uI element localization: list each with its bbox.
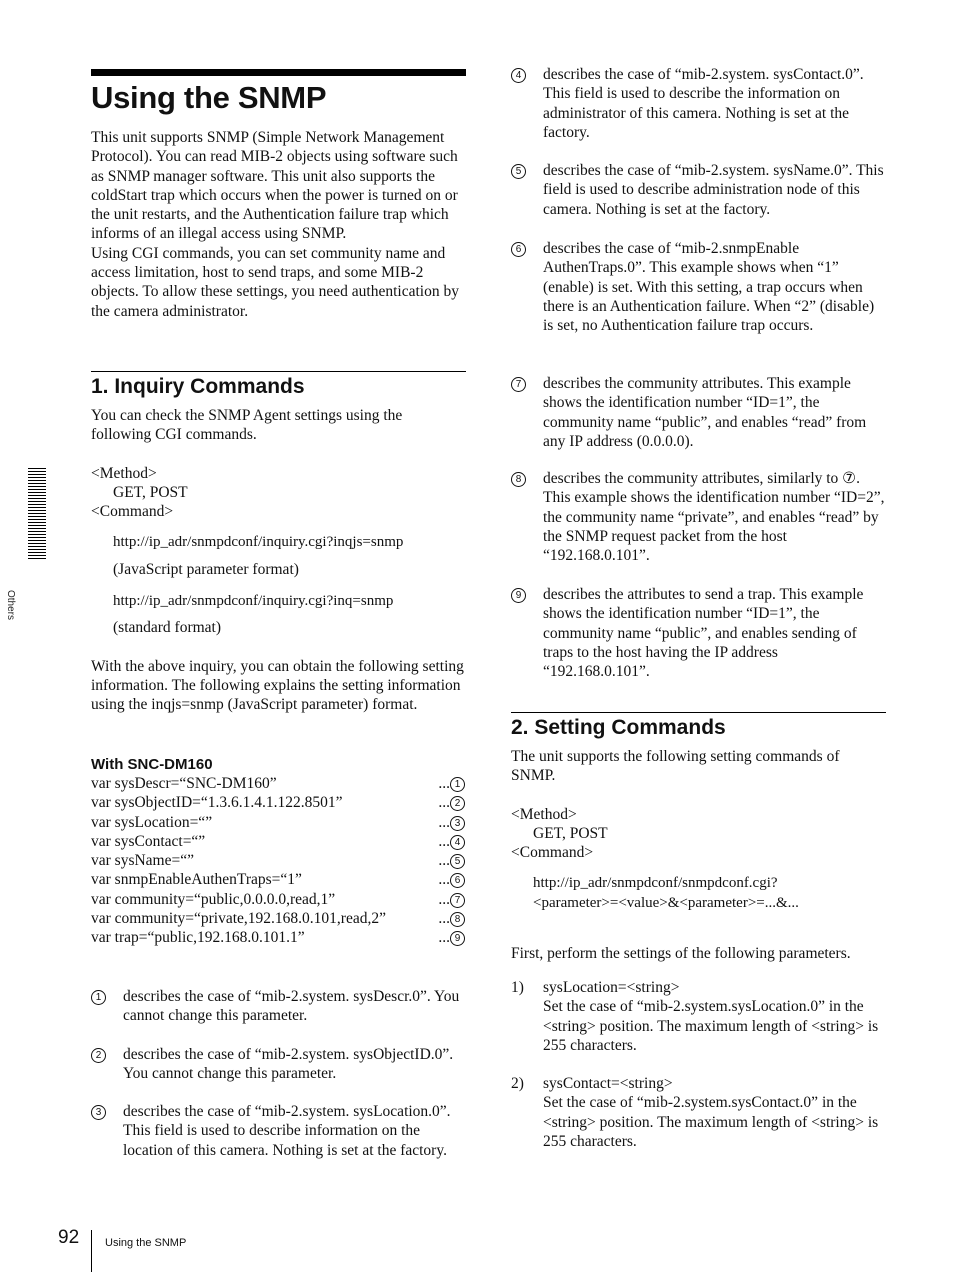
setting-url-line-1: http://ip_adr/snmpdconf/snmpdconf.cgi? — [533, 875, 778, 892]
circled-number-icon: 9 — [511, 588, 526, 603]
note-text: describes the case of “mib-2.system. sysContact.0”. This field is used to describe the information on administrator of this camera. Nothing is set at the factory. — [543, 66, 864, 141]
footer-section-title: Using the SNMP — [105, 1237, 187, 1249]
circled-number-icon: 3 — [450, 816, 465, 831]
circled-number-icon: 1 — [450, 777, 465, 792]
circled-number-icon: 9 — [450, 931, 465, 946]
note-item — [511, 65, 886, 142]
variable-text: var sysLocation=“” — [91, 813, 213, 831]
note-text: describes the community attributes, similarly to ⑦. This example shows the identification number “ID=2”, the community name “private”, and enables “read” by the SNMP request packet from the host “192.168.0.101”. — [543, 470, 885, 565]
circled-number-icon: 4 — [450, 835, 465, 850]
variable-row — [91, 832, 465, 851]
note-text: describes the case of “mib-2.system. sysName.0”. This field is used to describe administration node of this camera. Nothing is set at the factory. — [543, 162, 884, 218]
reference-dots: ... — [438, 871, 450, 889]
variable-text: var sysName=“” — [91, 852, 194, 870]
circled-number-icon: 3 — [91, 1105, 106, 1120]
variable-text: var sysContact=“” — [91, 832, 206, 850]
variable-reference — [438, 928, 465, 947]
reference-dots: ... — [438, 813, 450, 831]
parameter-name: sysContact=<string> — [543, 1075, 673, 1092]
page-title: Using the SNMP — [91, 80, 327, 115]
parameter-number: 2) — [511, 1075, 524, 1092]
reference-dots: ... — [438, 929, 450, 947]
setting-url-line-2: <parameter>=<value>&<parameter>=...&... — [533, 894, 799, 911]
setting-parameter-item — [511, 1074, 886, 1151]
setting-first-instruction: First, perform the settings of the following parameters. — [511, 945, 851, 963]
setting-body — [511, 747, 886, 963]
page-number: 92 — [58, 1227, 80, 1248]
sysinfo-variable-list — [91, 755, 465, 948]
variable-text: var sysObjectID=“1.3.6.1.4.1.122.8501” — [91, 794, 343, 812]
variable-row — [91, 813, 465, 832]
circled-number-icon: 6 — [511, 242, 526, 257]
reference-dots: ... — [438, 775, 450, 792]
note-item — [511, 374, 886, 451]
note-text: describes the community attributes. This example shows the identification number “ID=1”, the community name “public”, and enables “read” from any IP address (0.0.0.0). — [543, 375, 867, 450]
variable-reference — [438, 813, 465, 832]
note-item — [91, 987, 466, 1026]
method-label: <Method> — [91, 464, 157, 482]
variable-text: var snmpEnableAuthenTraps=“1” — [91, 871, 302, 889]
parameter-name: sysLocation=<string> — [543, 979, 680, 996]
model-heading: With SNC-DM160 — [91, 756, 213, 773]
inquiry-url-std-note: (standard format) — [113, 619, 222, 637]
circled-number-icon: 7 — [450, 893, 465, 908]
intro-paragraph-1: This unit supports SNMP (Simple Network Management Protocol). You can read MIB-2 objects using software such as SNMP manager software. This unit also supports the coldStart trap which occurs when the power is turned on or the unit restarts, and the Authentication failure trap which informs of an illegal access using SNMP. — [91, 129, 458, 243]
inquiry-explanation: With the above inquiry, you can obtain the following setting information. The following explains the setting information using the inqjs=snmp (JavaScript parameter) format. — [91, 657, 464, 714]
variable-row — [91, 890, 465, 909]
note-text: describes the case of “mib-2.system. sysDescr.0”. You cannot change this parameter. — [123, 988, 460, 1025]
circled-number-icon: 4 — [511, 68, 526, 83]
setting-method-label: <Method> — [511, 805, 577, 823]
setting-section-heading — [511, 712, 886, 740]
inquiry-url-js: http://ip_adr/snmpdconf/inquiry.cgi?inqjs=snmp — [113, 534, 404, 551]
circled-number-icon: 1 — [91, 990, 106, 1005]
setting-method-value: GET, POST — [533, 824, 608, 842]
footer-divider — [91, 1230, 92, 1272]
inquiry-lead: You can check the SNMP Agent settings using the following CGI commands. — [91, 407, 403, 444]
variable-reference — [438, 851, 465, 870]
circled-number-icon: 5 — [450, 854, 465, 869]
inquiry-url-std: http://ip_adr/snmpdconf/inquiry.cgi?inq=snmp — [113, 593, 394, 610]
circled-number-icon: 2 — [91, 1048, 106, 1063]
parameter-description: Set the case of “mib-2.system.sysLocation.0” in the <string> position. The maximum length of <string> is 255 characters. — [543, 998, 879, 1054]
note-item — [511, 239, 886, 335]
inquiry-heading: 1. Inquiry Commands — [91, 375, 305, 398]
reference-dots: ... — [438, 910, 450, 928]
variable-row — [91, 909, 465, 928]
note-item — [91, 1102, 466, 1160]
note-item — [511, 469, 886, 565]
variable-reference — [438, 870, 465, 889]
variable-text: var community=“private,192.168.0.101,read,2” — [91, 910, 386, 928]
circled-number-icon: 8 — [511, 472, 526, 487]
reference-dots: ... — [438, 794, 450, 812]
note-item — [511, 161, 886, 219]
title-rule — [91, 69, 466, 76]
parameter-number: 1) — [511, 979, 524, 996]
note-item — [91, 1045, 466, 1084]
setting-parameter-item — [511, 978, 886, 1055]
variable-text: var community=“public,0.0.0.0,read,1” — [91, 890, 336, 908]
variable-reference — [438, 832, 465, 851]
setting-lead: The unit supports the following setting commands of SNMP. — [511, 748, 840, 785]
setting-command-label: <Command> — [511, 844, 594, 862]
note-text: describes the case of “mib-2.system. sysObjectID.0”. You cannot change this parameter. — [123, 1046, 454, 1083]
circled-number-icon: 7 — [511, 377, 526, 392]
circled-number-icon: 8 — [450, 912, 465, 927]
variable-reference — [438, 793, 465, 812]
note-text: describes the attributes to send a trap. This example shows the identification number “ID=1”, the community name “public”, and enables sending of traps to the host having the IP address “192.168.0.101”. — [543, 586, 864, 681]
method-value: GET, POST — [113, 483, 188, 501]
circled-number-icon: 6 — [450, 873, 465, 888]
parameter-description: Set the case of “mib-2.system.sysContact.0” in the <string> position. The maximum length of <string> is 255 characters. — [543, 1094, 879, 1150]
command-label: <Command> — [91, 503, 174, 521]
variable-reference — [438, 890, 465, 909]
reference-dots: ... — [438, 832, 450, 850]
variable-text: var sysDescr=“SNC-DM160” — [91, 775, 277, 792]
note-item — [511, 585, 886, 681]
reference-dots: ... — [438, 890, 450, 908]
reference-dots: ... — [438, 852, 450, 870]
variable-text: var trap=“public,192.168.0.101.1” — [91, 929, 305, 947]
side-section-label: Others — [5, 590, 16, 621]
variable-reference — [438, 774, 465, 793]
setting-heading: 2. Setting Commands — [511, 716, 726, 739]
note-text: describes the case of “mib-2.system. sysLocation.0”. This field is used to describe information on the location of this camera. Nothing is set at the factory. — [123, 1103, 451, 1159]
variable-reference — [438, 909, 465, 928]
section-tab-marker — [28, 468, 46, 560]
circled-number-icon: 5 — [511, 164, 526, 179]
variable-row — [91, 928, 465, 947]
variable-row — [91, 870, 465, 889]
inquiry-url-js-note: (JavaScript parameter format) — [113, 560, 299, 578]
note-text: describes the case of “mib-2.snmpEnable AuthenTraps.0”. This example shows when “1” (enable) is set. With this setting, a trap occurs when there is an Authentication failure. When “2” (disable) is set, no Authentication failure trap occurs. — [543, 240, 875, 335]
circled-number-icon: 2 — [450, 796, 465, 811]
intro-text — [91, 128, 466, 321]
inquiry-section-heading — [91, 371, 466, 399]
variable-row — [91, 851, 465, 870]
variable-row — [91, 793, 465, 812]
intro-paragraph-2: Using CGI commands, you can set community name and access limitation, host to send traps, and some MIB-2 objects. To allow these settings, you need authentication by the camera administrator. — [91, 244, 459, 320]
variable-row — [91, 774, 465, 793]
inquiry-body — [91, 406, 466, 715]
